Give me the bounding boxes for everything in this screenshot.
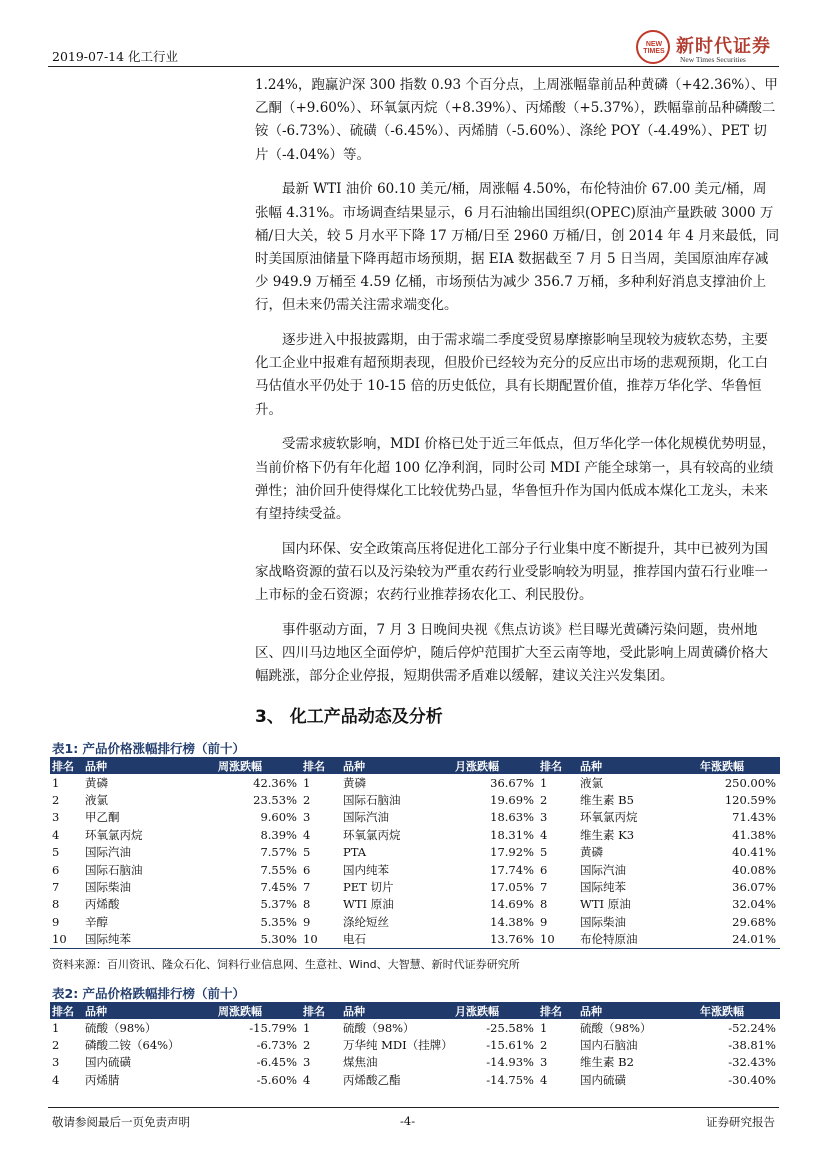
table-cell: 24.01%: [698, 931, 780, 949]
table-cell: -6.45%: [256, 1055, 297, 1070]
table-cell: 国际汽油: [343, 810, 389, 825]
table-cell: 8: [52, 897, 60, 912]
logo-badge-icon: NEW TIMES: [636, 30, 670, 64]
column-header: 月涨跌幅: [453, 757, 538, 774]
table-cell: PTA: [343, 845, 367, 860]
table-cell: 7: [540, 880, 548, 895]
table-cell: 19.69%: [490, 793, 534, 808]
table-cell: 1: [303, 1020, 311, 1035]
table-cell: 黄磷: [343, 775, 366, 790]
table-cell: -14.93%: [486, 1055, 534, 1070]
table-cell: 国际柴油: [580, 914, 626, 929]
table-cell: 8: [303, 897, 311, 912]
table-cell: 1: [540, 1020, 548, 1035]
table-cell: 国际石脑油: [85, 862, 143, 877]
table-cell: 国际石脑油: [343, 793, 401, 808]
footer-divider: [48, 1107, 779, 1108]
table-cell: 8: [540, 897, 548, 912]
table-cell: 7.45%: [260, 880, 297, 895]
table-cell: 17.92%: [490, 845, 534, 860]
footer-report-type: 证券研究报告: [706, 1115, 775, 1129]
table-cell: WTI 原油: [343, 897, 394, 912]
header-date-industry: 2019-07-14 化工行业: [52, 49, 179, 64]
table-row: [50, 774, 780, 791]
table-cell: 40.08%: [732, 862, 776, 877]
table-cell: -6.73%: [256, 1038, 297, 1053]
table-row: [50, 861, 780, 878]
table-cell: 磷酸二铵（64%）: [85, 1038, 180, 1053]
table-cell: 国际汽油: [85, 845, 131, 860]
header-divider: [48, 66, 779, 67]
table-cell: 维生素 K3: [580, 827, 635, 842]
table-cell: 黄磷: [85, 775, 108, 790]
table-row: [50, 931, 780, 949]
table-cell: 4: [303, 1072, 311, 1087]
table-cell: 环氧氯丙烷: [343, 827, 401, 842]
table-cell: 国内硫磺: [85, 1055, 131, 1070]
table-cell: -15.79%: [249, 1020, 297, 1035]
table-row: [50, 1019, 780, 1036]
table-cell: 14.69%: [490, 897, 534, 912]
column-header: 周涨跌幅: [216, 757, 301, 774]
table-cell: 23.53%: [253, 793, 297, 808]
table-cell: 7.55%: [260, 862, 297, 877]
table-cell: 32.04%: [732, 897, 776, 912]
column-header: 品种: [341, 1002, 453, 1019]
column-header: 品种: [341, 757, 453, 774]
table-cell: 2: [52, 793, 60, 808]
paragraph: 1.24%，跑赢沪深 300 指数 0.93 个百分点，上周涨幅靠前品种黄磷（+42.36%）、甲乙酮（+9.60%）、环氧氯丙烷（+8.39%）、丙烯酸（+5.37%），跌幅靠前品种磷酸二铵（-6.73%）、硫磺（-6.45%）、丙烯腈（-5.60%）、涤纶 POY（-4.49%）、PET 切片（-4.04%）等。: [255, 77, 778, 163]
table-cell: -30.40%: [728, 1072, 776, 1087]
table-cell: 7: [52, 880, 60, 895]
table-cell: -52.24%: [728, 1020, 776, 1035]
table-cell: 8.39%: [260, 827, 297, 842]
logo-chinese-name: 新时代证券: [676, 36, 771, 57]
paragraph: 逐步进入中报披露期，由于需求端二季度受贸易摩擦影响呈现较为疲软态势，主要化工企业中报难有超预期表现，但股价已经较为充分的反应出市场的悲观预期，化工白马估值水平仍处于 10-15 倍的历史低位，具有长期配置价值，推荐万华化学、华鲁恒升。: [255, 332, 768, 418]
table-cell: 5: [52, 845, 60, 860]
table-cell: 3: [52, 1055, 60, 1070]
column-header: 年涨跌幅: [698, 757, 780, 774]
table-cell: 17.05%: [490, 880, 534, 895]
table-cell: 丙烯酸: [85, 897, 120, 912]
table-row: [50, 1054, 780, 1071]
table-cell: 国际纯苯: [83, 931, 216, 949]
table-row: [50, 1071, 780, 1088]
table-cell: 5: [540, 845, 548, 860]
table-cell: 40.41%: [732, 845, 776, 860]
table-cell: -38.81%: [728, 1038, 776, 1053]
table-cell: 41.38%: [732, 827, 776, 842]
body-text: [255, 74, 780, 700]
table-row: [50, 878, 780, 895]
table-cell: 黄磷: [580, 845, 603, 860]
table-cell: 10: [301, 931, 341, 949]
table-cell: 9: [540, 914, 548, 929]
table-cell: 10: [50, 931, 83, 949]
table-cell: 甲乙酮: [85, 810, 120, 825]
table-cell: 3: [52, 810, 60, 825]
table-cell: 丙烯腈: [85, 1072, 120, 1087]
table-cell: 250.00%: [724, 775, 776, 790]
table-cell: 2: [303, 793, 311, 808]
column-header: 排名: [301, 1002, 341, 1019]
table-cell: 2: [303, 1038, 311, 1053]
table-cell: 3: [540, 1055, 548, 1070]
section-title: 3、 化工产品动态及分析: [255, 707, 443, 727]
table-cell: 6: [52, 862, 60, 877]
table-cell: 2: [52, 1038, 60, 1053]
table-cell: 4: [52, 1072, 60, 1087]
table-cell: 120.59%: [724, 793, 776, 808]
table-row: [50, 791, 780, 808]
table-cell: 布伦特原油: [578, 931, 698, 949]
table-cell: 10: [538, 931, 578, 949]
logo-english-name: New Times Securities: [680, 55, 746, 64]
table-cell: 液氯: [580, 775, 603, 790]
table-cell: 硫酸（98%）: [580, 1020, 652, 1035]
table-cell: 18.63%: [490, 810, 534, 825]
company-logo: [636, 30, 786, 66]
table-cell: 国内硫磺: [580, 1072, 626, 1087]
table-row: [50, 844, 780, 861]
table-cell: 环氧氯丙烷: [85, 827, 143, 842]
table-cell: 电石: [341, 931, 453, 949]
table-cell: 18.31%: [490, 827, 534, 842]
table-cell: 万华纯 MDI（挂牌）: [343, 1038, 453, 1053]
table-cell: 2: [540, 793, 548, 808]
paragraph: 事件驱动方面，7 月 3 日晚间央视《焦点访谈》栏目曝光黄磷污染问题，贵州地区、四川马边地区全面停炉，随后停炉范围扩大至云南等地，受此影响上周黄磷价格大幅跳涨，部分企业停报，短期供需矛盾难以缓解，建议关注兴发集团。: [255, 621, 768, 685]
table-cell: 5.37%: [260, 897, 297, 912]
column-header: 排名: [50, 1002, 83, 1019]
table-cell: 液氯: [85, 793, 108, 808]
table-cell: 5: [303, 845, 311, 860]
table-cell: 7.57%: [260, 845, 297, 860]
table-cell: 维生素 B5: [580, 793, 634, 808]
table-cell: 14.38%: [490, 914, 534, 929]
table-cell: 7: [303, 880, 311, 895]
paragraph: 最新 WTI 油价 60.10 美元/桶，周涨幅 4.50%，布伦特油价 67.00 美元/桶，周张幅 4.31%。市场调查结果显示，6 月石油输出国组织(OPEC)原油产量跌破 3000 万桶/日大关，较 5 月水平下降 17 万桶/日至 2960 万桶/日，创 2014 年 4 月来最低，同时美国原油储量下降再超市场预期，据 EIA 数据截至 7 月 5 日当周，美国原油库存减少 949.9 万桶至 4.59 亿桶，市场预估为减少 356.7 万桶，多种利好消息支撑油价上行，但未来仍需关注需求端变化。: [255, 181, 780, 314]
table-cell: 国内石脑油: [580, 1038, 638, 1053]
table-cell: -25.58%: [486, 1020, 534, 1035]
column-header: 周涨跌幅: [216, 1002, 301, 1019]
table-cell: -15.61%: [486, 1038, 534, 1053]
table-cell: 维生素 B2: [580, 1055, 634, 1070]
column-header: 年涨跌幅: [698, 1002, 780, 1019]
table-cell: 42.36%: [253, 775, 297, 790]
table-cell: 环氧氯丙烷: [580, 810, 638, 825]
table-cell: 5.30%: [216, 931, 301, 949]
column-header: 排名: [538, 1002, 578, 1019]
table-cell: 1: [303, 775, 311, 790]
column-header: 品种: [83, 757, 216, 774]
table-cell: 2: [540, 1038, 548, 1053]
table-cell: 4: [52, 827, 60, 842]
table-cell: 9.60%: [260, 810, 297, 825]
paragraph: 受需求疲软影响，MDI 价格已处于近三年低点，但万华化学一体化规模优势明显，当前价格下仍有年化超 100 亿净利润，同时公司 MDI 产能全球第一，具有较高的业绩弹性；油价回升使得煤化工比较优势凸显，华鲁恒升作为国内低成本煤化工龙头，未来有望持续受益。: [255, 436, 776, 522]
table2-caption: 表2: 产品价格跌幅排行榜（前十）: [52, 986, 246, 1001]
table-cell: 涤纶短丝: [343, 914, 389, 929]
table-cell: 辛醇: [85, 914, 108, 929]
table-cell: -14.75%: [486, 1072, 534, 1087]
column-header: 排名: [301, 757, 341, 774]
table-cell: 6: [540, 862, 548, 877]
table-cell: 1: [540, 775, 548, 790]
column-header: 月涨跌幅: [453, 1002, 538, 1019]
table-cell: 9: [303, 914, 311, 929]
table-cell: 国内纯苯: [343, 862, 389, 877]
price-drop-table: [50, 1002, 780, 1089]
table-row: [50, 809, 780, 826]
table-cell: 国际汽油: [580, 862, 626, 877]
table-cell: 36.07%: [732, 880, 776, 895]
table-cell: 36.67%: [490, 775, 534, 790]
table-cell: -5.60%: [256, 1072, 297, 1087]
table-cell: 29.68%: [732, 914, 776, 929]
column-header: 品种: [578, 1002, 698, 1019]
table-row: [50, 1036, 780, 1053]
table-row: [50, 896, 780, 913]
table-cell: 1: [52, 775, 60, 790]
table-header-row: [50, 757, 780, 774]
table-cell: 71.43%: [732, 810, 776, 825]
table-cell: 3: [303, 1055, 311, 1070]
table-cell: 国际柴油: [85, 880, 131, 895]
table-cell: PET 切片: [343, 880, 394, 895]
paragraph: 国内环保、安全政策高压将促进化工部分子行业集中度不断提升，其中已被列为国家战略资源的萤石以及污染较为严重农药行业受影响较为明显，推荐国内萤石行业唯一上市标的金石资源；农药行业推荐扬农化工、利民股份。: [255, 540, 768, 604]
table-cell: 3: [303, 810, 311, 825]
footer-disclaimer: 敬请参阅最后一页免责声明: [52, 1115, 190, 1129]
page-number: -4-: [400, 1114, 416, 1128]
column-header: 排名: [538, 757, 578, 774]
table-header-row: [50, 1002, 780, 1019]
source-note: 资料来源：百川资讯、隆众石化、饲料行业信息网、生意社、Wind、大智慧、新时代证券研究所: [52, 958, 520, 971]
table-cell: 4: [540, 1072, 548, 1087]
column-header: 品种: [83, 1002, 216, 1019]
table-cell: 17.74%: [490, 862, 534, 877]
table-cell: 4: [303, 827, 311, 842]
table-cell: WTI 原油: [580, 897, 631, 912]
table1-caption: 表1: 产品价格涨幅排行榜（前十）: [52, 741, 246, 756]
table-cell: 煤焦油: [343, 1055, 378, 1070]
column-header: 品种: [578, 757, 698, 774]
table-cell: 硫酸（98%）: [343, 1020, 415, 1035]
table-cell: 丙烯酸乙酯: [343, 1072, 401, 1087]
table-row: [50, 913, 780, 930]
table-cell: 3: [540, 810, 548, 825]
table-cell: -32.43%: [728, 1055, 776, 1070]
table-cell: 4: [540, 827, 548, 842]
table-cell: 硫酸（98%）: [85, 1020, 157, 1035]
table-cell: 13.76%: [453, 931, 538, 949]
column-header: 排名: [50, 757, 83, 774]
table-cell: 6: [303, 862, 311, 877]
price-gain-table: [50, 757, 780, 949]
table-cell: 5.35%: [260, 914, 297, 929]
table-cell: 9: [52, 914, 60, 929]
table-cell: 1: [52, 1020, 60, 1035]
table-row: [50, 826, 780, 843]
table-cell: 国际纯苯: [580, 880, 626, 895]
